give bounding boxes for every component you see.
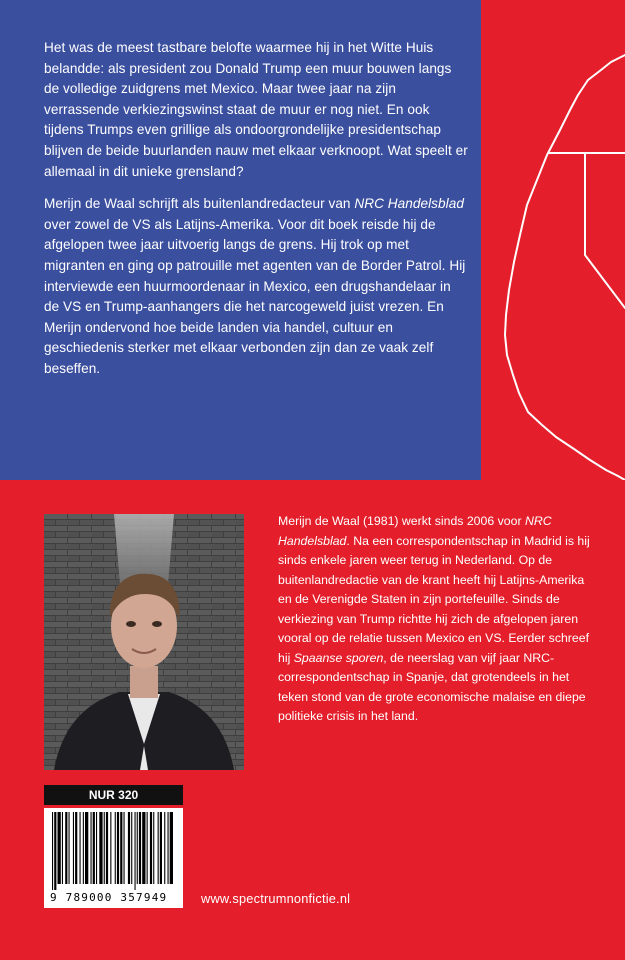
bio-paragraph (278, 512, 598, 727)
book-title: Spaanse sporen (293, 650, 384, 665)
barcode-bar (65, 812, 67, 884)
barcode-bar (58, 812, 61, 884)
blurb-text: over zowel de VS als Latijns-Amerika. Voor dit boek reisde hij de afgelopen twee jaar uitvoerig langs de grens. Hij trok op met migranten en ging op patrouille met agenten van de Border Patrol. Hij interviewde een huurmoordenaar in Mexico, een drugshandelaar in de VS en Trump-aanhangers die het narcogeweld juist vrezen. En Merijn ondervond hoe beide landen via handel, cultuur en geschiedenis sterker met elkaar verbonden zijn dan ze vaak zelf beseffen. (44, 216, 466, 376)
barcode-bar (153, 812, 154, 884)
barcode-bar (124, 812, 125, 884)
barcode-bar (137, 812, 138, 884)
bio-text: , de neerslag van vijf jaar NRC-correspondentschap in Spanje, dat grotendeels in het teken stond van de grote economische malaise en diepe politieke crisis in het land. (278, 650, 586, 724)
barcode-bar (168, 812, 169, 884)
isbn-barcode (44, 808, 183, 908)
barcode-bar (139, 812, 141, 884)
barcode-bar (120, 812, 122, 884)
barcode-bar (170, 812, 173, 884)
barcode-bar (110, 812, 111, 884)
nur-label: NUR 320 (44, 785, 183, 805)
barcode-bar (91, 812, 92, 884)
barcode-bar (160, 812, 162, 884)
barcode-bar (115, 812, 116, 884)
barcode-bar (83, 812, 84, 884)
bio-text: Merijn de Waal (1981) werkt sinds 2006 voor (278, 514, 525, 528)
west-coast-line (505, 55, 625, 480)
barcode-bar (164, 812, 165, 884)
barcode-bars (50, 812, 177, 890)
barcode-bar (142, 812, 145, 884)
barcode-bar (52, 812, 53, 890)
barcode-bar (147, 812, 148, 884)
barcode-bar (54, 812, 56, 890)
barcode-bar (131, 812, 132, 884)
barcode-bar (69, 812, 70, 884)
california-border-line (585, 153, 625, 308)
isbn-number: 9 789000 357949 (50, 891, 168, 904)
barcode-bar (158, 812, 159, 884)
newspaper-name: NRC Handelsblad (278, 514, 552, 548)
barcode-bar (99, 812, 102, 884)
barcode-bar (104, 812, 105, 884)
author-bio (278, 512, 598, 727)
barcode-bar (75, 812, 77, 884)
barcode-bar (128, 812, 130, 884)
newspaper-name: NRC Handelsblad (354, 196, 464, 212)
barcode-bar (93, 812, 95, 884)
barcode-bar (135, 812, 136, 890)
barcode-bar (96, 812, 97, 884)
author-photo (44, 514, 244, 770)
blurb-paragraph-2 (44, 194, 469, 379)
barcode-bar (117, 812, 119, 884)
publisher-website[interactable]: www.spectrumnonfictie.nl (201, 891, 351, 906)
barcode-bar (73, 812, 74, 884)
barcode-bar (150, 812, 152, 884)
barcode-bar (62, 812, 63, 884)
barcode-bar (80, 812, 81, 884)
barcode-bar (85, 812, 88, 884)
blurb-paragraph-1: Het was de meest tastbare belofte waarmee hij in het Witte Huis belandde: als president zou Donald Trump een muur bouwen langs de volledige zuidgrens met Mexico. Maar twee jaar na zijn verrassende verkiezingswinst staat de muur er nog niet. En ook tijdens Trumps even grillige als ondoorgrondelijke presidentschap blijven de beide buurlanden nauw met elkaar verknoopt. Wat speelt er allemaal in dit unieke grensland? (44, 40, 468, 179)
back-cover-blurb (44, 38, 469, 392)
bio-text: . Na een correspondentschap in Madrid is hij sinds enkele jaren weer terug in Nederland. Op de buitenlandredactie van de krant heeft hij Latijns-Amerika en de Verenigde Staten in zijn portefeuille. Sinds de verkiezing van Trump richtte hij zich de afgelopen jaren vooral op de relatie tussen Mexico en VS. Eerder schreef hij (278, 533, 590, 665)
blurb-text: Merijn de Waal schrijft als buitenlandredacteur van (44, 196, 355, 212)
barcode-bar (106, 812, 108, 884)
